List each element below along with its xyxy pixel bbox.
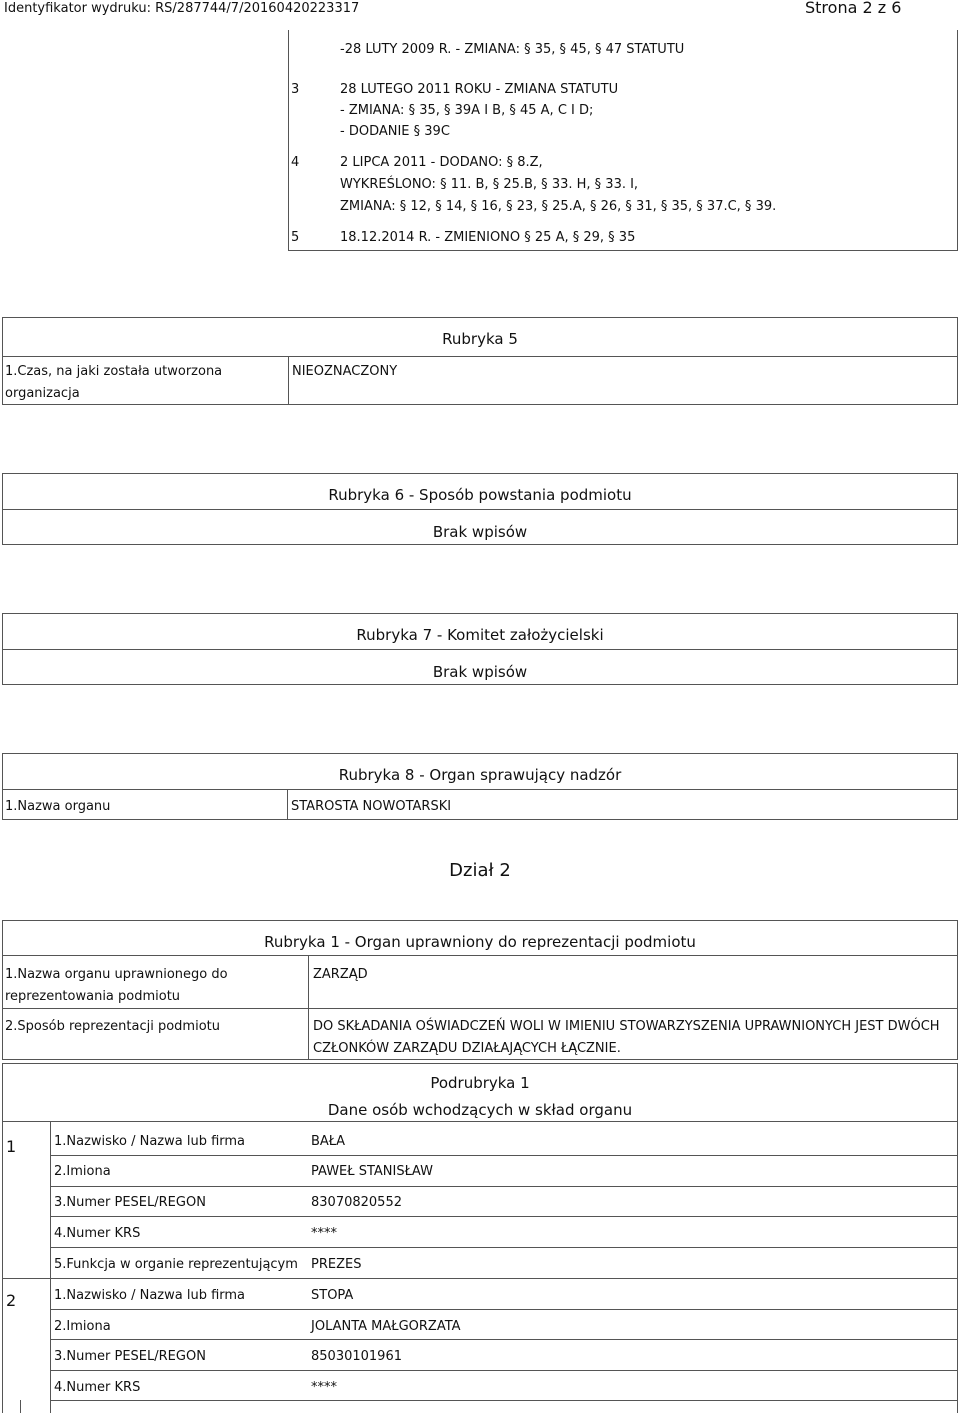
field-label: 1.Nazwa organu uprawnionego do bbox=[5, 967, 228, 982]
person-number: 1 bbox=[6, 1137, 17, 1156]
field-value: STOPA bbox=[311, 1288, 354, 1303]
page-number: Strona 2 z 6 bbox=[805, 0, 902, 17]
row-number: 3 bbox=[291, 82, 300, 97]
field-value: **** bbox=[311, 1380, 337, 1395]
person-number: 2 bbox=[6, 1291, 17, 1310]
statute-change-line: 28 LUTEGO 2011 ROKU - ZMIANA STATUTU bbox=[340, 82, 619, 97]
field-label: 3.Numer PESEL/REGON bbox=[54, 1195, 206, 1210]
statute-change-line: 18.12.2014 R. - ZMIENIONO § 25 A, § 29, § 35 bbox=[340, 230, 636, 245]
field-label: 2.Imiona bbox=[54, 1164, 111, 1179]
statute-change-line: ZMIANA: § 12, § 14, § 16, § 23, § 25.A, § 26, § 31, § 35, § 37.C, § 39. bbox=[340, 199, 777, 214]
field-value: BAŁA bbox=[311, 1134, 346, 1149]
field-label: 2.Imiona bbox=[54, 1319, 111, 1334]
field-label: 5.Funkcja w organie reprezentującym bbox=[54, 1257, 298, 1272]
field-value: NIEOZNACZONY bbox=[292, 364, 398, 379]
section-title: Rubryka 6 - Sposób powstania podmiotu bbox=[328, 486, 632, 504]
field-value: JOLANTA MAŁGORZATA bbox=[311, 1319, 461, 1334]
field-label: 3.Numer PESEL/REGON bbox=[54, 1349, 206, 1364]
field-value: **** bbox=[311, 1226, 337, 1241]
statute-change-line: 2 LIPCA 2011 - DODANO: § 8.Z, bbox=[340, 155, 543, 170]
statute-change-line: - DODANIE § 39C bbox=[340, 124, 450, 139]
field-label: reprezentowania podmiotu bbox=[5, 989, 181, 1004]
empty-entries-text: Brak wpisów bbox=[432, 523, 528, 541]
field-value: ZARZĄD bbox=[313, 967, 368, 982]
field-value: STAROSTA NOWOTARSKI bbox=[291, 799, 452, 814]
statute-change-line: -28 LUTY 2009 R. - ZMIANA: § 35, § 45, § 47 STATUTU bbox=[340, 42, 685, 57]
field-label: 1.Czas, na jaki została utworzona bbox=[5, 364, 223, 379]
field-value: DO SKŁADANIA OŚWIADCZEŃ WOLI W IMIENIU STOWARZYSZENIA UPRAWNIONYCH JEST DWÓCH bbox=[313, 1019, 940, 1034]
section-title: Rubryka 1 - Organ uprawniony do reprezentacji podmiotu bbox=[264, 933, 696, 951]
subsection-title: Podrubryka 1 bbox=[430, 1074, 530, 1092]
field-label: 1.Nazwisko / Nazwa lub firma bbox=[54, 1134, 246, 1149]
field-label: 1.Nazwisko / Nazwa lub firma bbox=[54, 1288, 246, 1303]
row-number: 4 bbox=[291, 155, 300, 170]
field-label: 2.Sposób reprezentacji podmiotu bbox=[5, 1019, 220, 1034]
field-value: 85030101961 bbox=[311, 1349, 402, 1364]
empty-entries-text: Brak wpisów bbox=[432, 663, 528, 681]
field-value: 83070820552 bbox=[311, 1195, 402, 1210]
statute-change-line: WYKREŚLONO: § 11. B, § 25.B, § 33. H, § 33. I, bbox=[340, 177, 639, 192]
field-label: 1.Nazwa organu bbox=[5, 799, 111, 814]
field-value: PREZES bbox=[311, 1257, 362, 1272]
section-title: Rubryka 8 - Organ sprawujący nadzór bbox=[338, 766, 622, 784]
row-number: 5 bbox=[291, 230, 300, 245]
field-label: organizacja bbox=[5, 386, 80, 401]
section-title: Rubryka 7 - Komitet założycielski bbox=[356, 626, 604, 644]
field-label: 4.Numer KRS bbox=[54, 1380, 141, 1395]
field-label: 4.Numer KRS bbox=[54, 1226, 141, 1241]
section-title: Rubryka 5 bbox=[442, 330, 518, 348]
field-value: CZŁONKÓW ZARZĄDU DZIAŁAJĄCYCH ŁĄCZNIE. bbox=[313, 1041, 621, 1056]
division-title: Dział 2 bbox=[449, 860, 511, 881]
field-value: PAWEŁ STANISŁAW bbox=[311, 1164, 433, 1179]
statute-change-line: - ZMIANA: § 35, § 39A I B, § 45 A, C I D; bbox=[340, 103, 594, 118]
print-identifier: Identyfikator wydruku: RS/287744/7/20160420223317 bbox=[4, 1, 360, 16]
subsection-subtitle: Dane osób wchodzących w skład organu bbox=[327, 1101, 633, 1119]
